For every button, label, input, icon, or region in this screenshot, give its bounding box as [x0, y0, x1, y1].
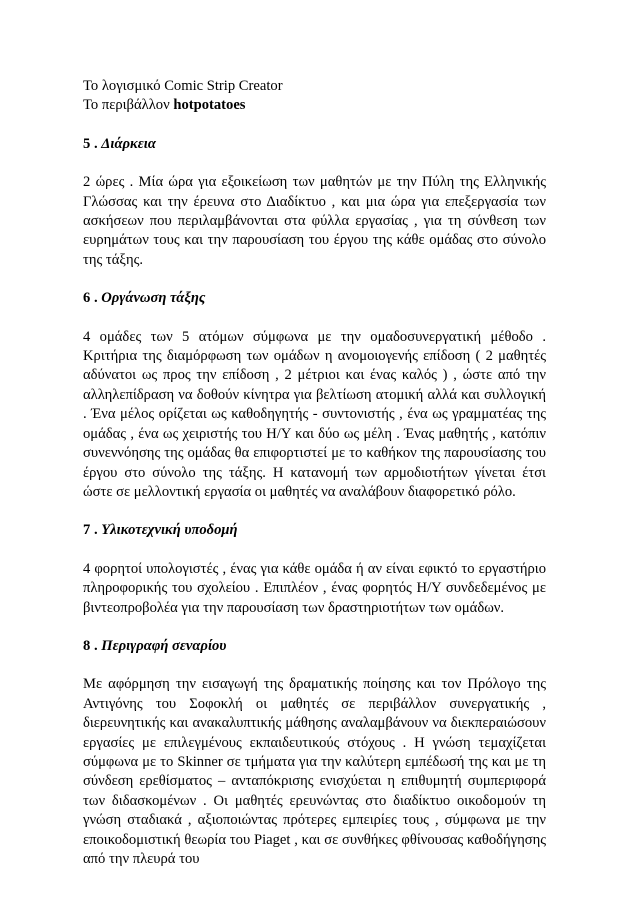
spacer [83, 154, 546, 173]
section-paragraph-infrastructure: 4 φορητοί υπολογιστές , ένας για κάθε ομάδα ή αν είναι εφικτό το εργαστήριο πληροφορικής του σχολείου . Επιπλέον , ένας φορητός Η/Υ συνδεδεμένος με βιντεοπροβολέα για την παρουσίαση των δραστηριοτήτων των ομάδων. [83, 560, 546, 616]
document-body [83, 77, 546, 869]
intro-environment-prefix: Το περιβάλλον [83, 97, 174, 114]
section-title: Υλικοτεχνική υποδομή [101, 522, 238, 539]
intro-environment-name: hotpotatoes [173, 97, 246, 114]
section-number: 7 . [83, 522, 102, 539]
section-heading-infrastructure [83, 521, 546, 540]
section-title: Οργάνωση τάξης [101, 290, 206, 307]
spacer [83, 270, 546, 289]
section-heading-scenario [83, 637, 546, 656]
intro-software-text: Το λογισμικό Comic Strip Creator [83, 78, 283, 94]
section-paragraph-duration: 2 ώρες . Μία ώρα για εξοικείωση των μαθητών με την Πύλη της Ελληνικής Γλώσσας και την έρευνα στο Διαδίκτυο , και μια ώρα για επεξεργασία των ασκήσεων που περιλαμβάνονται στα φύλλα εργασίας , για τη σύνθεση των ευρημάτων τους και την παρουσίαση του έργου της κάθε ομάδας στο σύνολο της τάξης. [83, 174, 546, 268]
section-number: 8 . [83, 637, 102, 654]
section-paragraph-class-organization: 4 ομάδες των 5 ατόμων σύμφωνα με την ομαδοσυνεργατική μέθοδο . Κριτήρια της διαμόρφωση των ομάδων η ανομοιογενής επίδοση ( 2 μαθητές αδύνατοι ως προς την επίδοση , 2 μέτριοι και ένας καλός ) , ώστε από την αλληλεπίδραση να δοθούν κίνητρα για βελτίωση ατομική αλλά και συλλογική . Ένα μέλος ορίζεται ως καθοδηγητής - συντονιστής , ένα ως γραμματέας της ομάδας , ένα ως χειριστής του Η/Υ και δύο ως μέλη . Ένας μαθητής , κατόπιν συνεννόησης της ομάδας θα επιφορτιστεί με το καθήκον της παρουσίασης του έργου στο σύνολο της τάξης. Η κατανομή των αρμοδιοτήτων γίνεται έτσι ώστε σε μελλοντική εργασία οι μαθητές να αναλάβουν διαφορετικό ρόλο. [83, 328, 546, 500]
section-heading-duration [83, 135, 546, 154]
intro-line-software [83, 77, 546, 96]
spacer [83, 309, 546, 328]
spacer [83, 116, 546, 135]
spacer [83, 656, 546, 675]
section-number: 6 . [83, 290, 102, 307]
section-paragraph-scenario: Με αφόρμηση την εισαγωγή της δραματικής ποίησης και τον Πρόλογο της Αντιγόνης του Σοφοκλή οι μαθητές σε περιβάλλον συνεργατικής , διερευνητικής και ανακαλυπτικής μάθησης αναλαμβάνουν να διεκπεραιώσουν εργασίες με επιλεγμένους εκπαιδευτικούς στόχους . Η γνώση τεμαχίζεται σύμφωνα με το Skinner σε τμήματα για την καλύτερη εμπέδωσή της και με τη σύνδεση ερεθίσματος – ανταπόκρισης ενισχύεται η επιθυμητή συμπεριφορά των διδασκομένων . Οι μαθητές ερευνώντας στο διαδίκτυο οικοδομούν τη γνώση σταδιακά , αξιοποιώντας πρότερες εμπειρίες τους , σύμφωνα με την εποικοδομιστική θεωρία του Piaget , και σε συνθήκες φθίνουσας καθοδήγησης από την πλευρά του [83, 676, 546, 867]
spacer [83, 541, 546, 560]
section-number: 5 . [83, 135, 102, 152]
section-title: Περιγραφή σεναρίου [101, 637, 227, 654]
section-title: Διάρκεια [101, 135, 156, 152]
section-heading-class-organization [83, 289, 546, 308]
spacer [83, 618, 546, 637]
intro-line-environment [83, 96, 546, 115]
spacer [83, 502, 546, 521]
